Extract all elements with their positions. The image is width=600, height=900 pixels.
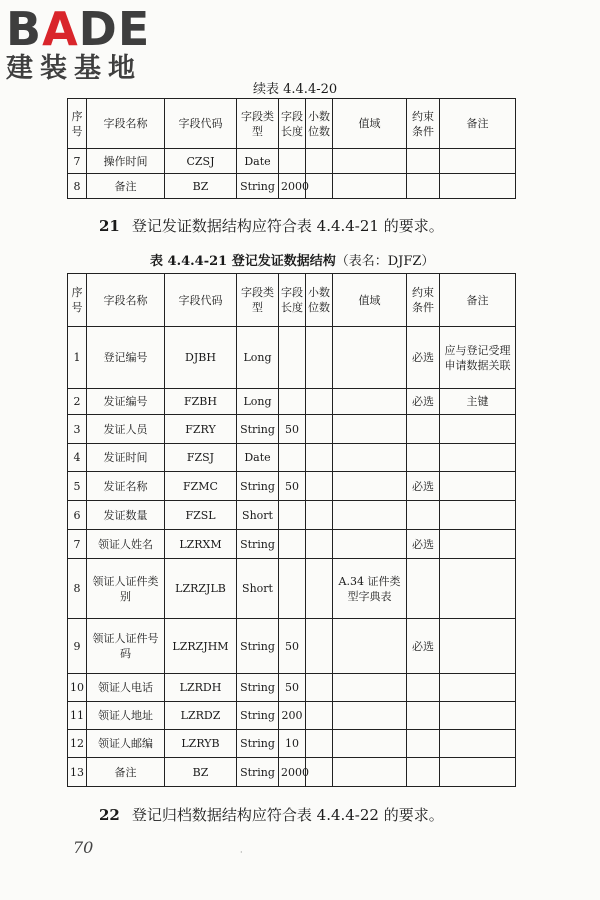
table-cell: LZRXM [165, 530, 237, 559]
table-cell [440, 415, 516, 444]
paragraph-22 [99, 804, 444, 825]
table-cell: 2000 [279, 758, 306, 787]
column-header: 值域 [333, 274, 407, 327]
table-cell: 50 [279, 619, 306, 674]
table-cell [306, 389, 333, 415]
table-cell: 发证数量 [87, 501, 165, 530]
table-row [68, 702, 516, 730]
table-row [68, 730, 516, 758]
table-cell [407, 730, 440, 758]
table-21-caption-name: （表名：DJFZ） [335, 254, 435, 269]
table-row [68, 415, 516, 444]
column-header: 字段代码 [165, 99, 237, 149]
table-cell: String [237, 415, 279, 444]
table-cell: FZRY [165, 415, 237, 444]
table-row [68, 674, 516, 702]
clause-number: 21 [99, 217, 120, 235]
table-cell [306, 444, 333, 472]
table-4-4-4-20-continued [67, 98, 516, 199]
table-cell [407, 674, 440, 702]
table-cell [407, 415, 440, 444]
table-cell [279, 501, 306, 530]
column-header: 约束条件 [407, 99, 440, 149]
column-header: 字段长度 [279, 99, 306, 149]
table-cell: 7 [68, 149, 87, 174]
table-cell: 2000 [279, 174, 306, 199]
table-cell [306, 149, 333, 174]
clause-text: 登记发证数据结构应符合表 4.4.4-21 的要求。 [131, 217, 444, 235]
table-cell [333, 501, 407, 530]
table-cell: 10 [68, 674, 87, 702]
table-cell: Short [237, 559, 279, 619]
table-cell: 领证人证件号码 [87, 619, 165, 674]
table-cell: Date [237, 444, 279, 472]
table-row [68, 472, 516, 501]
table-cell: 领证人姓名 [87, 530, 165, 559]
clause-text: 登记归档数据结构应符合表 4.4.4-22 的要求。 [131, 806, 444, 824]
table-cell: String [237, 472, 279, 501]
table-4-4-4-21 [67, 273, 516, 787]
table-cell [407, 149, 440, 174]
table-cell: 50 [279, 415, 306, 444]
table-cell [333, 730, 407, 758]
table-cell [407, 559, 440, 619]
column-header: 字段名称 [87, 274, 165, 327]
table-cell: 50 [279, 674, 306, 702]
table-cell: 领证人地址 [87, 702, 165, 730]
table-cell: 发证人员 [87, 415, 165, 444]
table-row [68, 389, 516, 415]
table-cell [407, 501, 440, 530]
clause-number: 22 [99, 806, 120, 824]
table-cell: 发证名称 [87, 472, 165, 501]
table-cell: 备注 [87, 174, 165, 199]
table-cell [306, 174, 333, 199]
table-cell: 12 [68, 730, 87, 758]
table-cell: 领证人邮编 [87, 730, 165, 758]
column-header: 序号 [68, 274, 87, 327]
table-cell: 11 [68, 702, 87, 730]
table-cell: FZSL [165, 501, 237, 530]
table-cell: 6 [68, 501, 87, 530]
column-header: 小数位数 [306, 274, 333, 327]
table-cell: 9 [68, 619, 87, 674]
table-cell [279, 149, 306, 174]
column-header: 字段类型 [237, 274, 279, 327]
column-header: 字段代码 [165, 274, 237, 327]
table-cell: 3 [68, 415, 87, 444]
table-cell [333, 702, 407, 730]
table-cell: 应与登记受理申请数据关联 [440, 327, 516, 389]
table-cell [279, 327, 306, 389]
table-cell [279, 444, 306, 472]
table-cell [440, 619, 516, 674]
table-cell [440, 758, 516, 787]
table-21-caption-title: 表 4.4.4-21 登记发证数据结构 [150, 254, 336, 269]
table-row [68, 327, 516, 389]
table-cell [333, 174, 407, 199]
table-cell: BZ [165, 758, 237, 787]
table-cell: LZRDH [165, 674, 237, 702]
table-cell: 必选 [407, 327, 440, 389]
table-21-caption [150, 250, 434, 269]
header-row [68, 274, 516, 327]
table-cell: String [237, 530, 279, 559]
table-cell: 领证人电话 [87, 674, 165, 702]
column-header: 备注 [440, 274, 516, 327]
table-cell: 领证人证件类别 [87, 559, 165, 619]
table-cell [407, 758, 440, 787]
table-cell: 10 [279, 730, 306, 758]
table-cell: 13 [68, 758, 87, 787]
table-cell [306, 702, 333, 730]
table-cell [333, 389, 407, 415]
table-cell: 发证时间 [87, 444, 165, 472]
table-cell: LZRZJLB [165, 559, 237, 619]
logo-subtitle: 建装基地 [6, 53, 142, 84]
scan-dot: · [240, 848, 243, 857]
table-row [68, 619, 516, 674]
paragraph-21 [99, 215, 444, 236]
column-header: 序号 [68, 99, 87, 149]
table-cell [279, 389, 306, 415]
table-cell: Long [237, 327, 279, 389]
table-cell [306, 730, 333, 758]
table-cell: 发证编号 [87, 389, 165, 415]
table-cell: LZRYB [165, 730, 237, 758]
table-cell: String [237, 730, 279, 758]
table-cell [306, 472, 333, 501]
table-row [68, 530, 516, 559]
table-cell: 2 [68, 389, 87, 415]
table-cell [407, 702, 440, 730]
table-cell [279, 559, 306, 619]
table-cell [440, 730, 516, 758]
table-cell: 必选 [407, 619, 440, 674]
table-cell [440, 472, 516, 501]
table-cell [306, 674, 333, 702]
table-cell [306, 327, 333, 389]
table-cell [440, 530, 516, 559]
table-cell: LZRDZ [165, 702, 237, 730]
table-cell [440, 674, 516, 702]
table-cell [333, 758, 407, 787]
table-cell: 8 [68, 174, 87, 199]
table-cell [306, 415, 333, 444]
table-cell: FZSJ [165, 444, 237, 472]
table-cont-caption: 续表 4.4.4-20 [253, 82, 338, 97]
table-cell [440, 501, 516, 530]
table-row [68, 444, 516, 472]
table-cell [306, 530, 333, 559]
table-cell: String [237, 674, 279, 702]
table-cell: 1 [68, 327, 87, 389]
table-row [68, 174, 516, 199]
table-cell [333, 444, 407, 472]
table-cell [333, 415, 407, 444]
table-cell: 登记编号 [87, 327, 165, 389]
column-header: 约束条件 [407, 274, 440, 327]
table-cell [440, 149, 516, 174]
table-cell [333, 619, 407, 674]
table-row [68, 758, 516, 787]
table-cell: 200 [279, 702, 306, 730]
table-cell [333, 472, 407, 501]
table-cell [407, 174, 440, 199]
header-row [68, 99, 516, 149]
table-row [68, 149, 516, 174]
column-header: 备注 [440, 99, 516, 149]
table-cell [440, 444, 516, 472]
table-cell [279, 530, 306, 559]
table-cell: 8 [68, 559, 87, 619]
table-row [68, 559, 516, 619]
column-header: 值域 [333, 99, 407, 149]
page-number: 70 [73, 838, 94, 857]
table-cell: 必选 [407, 389, 440, 415]
column-header: 字段类型 [237, 99, 279, 149]
table-cell [306, 758, 333, 787]
table-cell: String [237, 619, 279, 674]
table-cell [333, 149, 407, 174]
table-cell: Date [237, 149, 279, 174]
table-cell [333, 327, 407, 389]
table-cell [306, 501, 333, 530]
column-header: 字段名称 [87, 99, 165, 149]
table-cell: Short [237, 501, 279, 530]
table-cell [440, 174, 516, 199]
bade-logo [6, 4, 181, 85]
table-cell: A.34 证件类型字典表 [333, 559, 407, 619]
table-cell: 7 [68, 530, 87, 559]
table-cell [306, 559, 333, 619]
table-cell [440, 559, 516, 619]
table-cell [333, 674, 407, 702]
table-cell: 5 [68, 472, 87, 501]
table-cell: DJBH [165, 327, 237, 389]
column-header: 字段长度 [279, 274, 306, 327]
table-cell: String [237, 702, 279, 730]
column-header: 小数位数 [306, 99, 333, 149]
table-cell: Long [237, 389, 279, 415]
table-cell: 必选 [407, 472, 440, 501]
table-cell [440, 702, 516, 730]
table-cell: String [237, 758, 279, 787]
table-cell: 4 [68, 444, 87, 472]
table-cell: LZRZJHM [165, 619, 237, 674]
table-cell [333, 530, 407, 559]
table-cell: 操作时间 [87, 149, 165, 174]
table-cell: 50 [279, 472, 306, 501]
table-cell: 备注 [87, 758, 165, 787]
table-cell: CZSJ [165, 149, 237, 174]
table-cell: FZBH [165, 389, 237, 415]
table-cell: 必选 [407, 530, 440, 559]
table-cell: 主键 [440, 389, 516, 415]
table-row [68, 501, 516, 530]
table-cell: BZ [165, 174, 237, 199]
table-cell [306, 619, 333, 674]
table-cell: String [237, 174, 279, 199]
table-cell [407, 444, 440, 472]
table-cell: FZMC [165, 472, 237, 501]
logo-wordmark: BADE [6, 2, 151, 56]
